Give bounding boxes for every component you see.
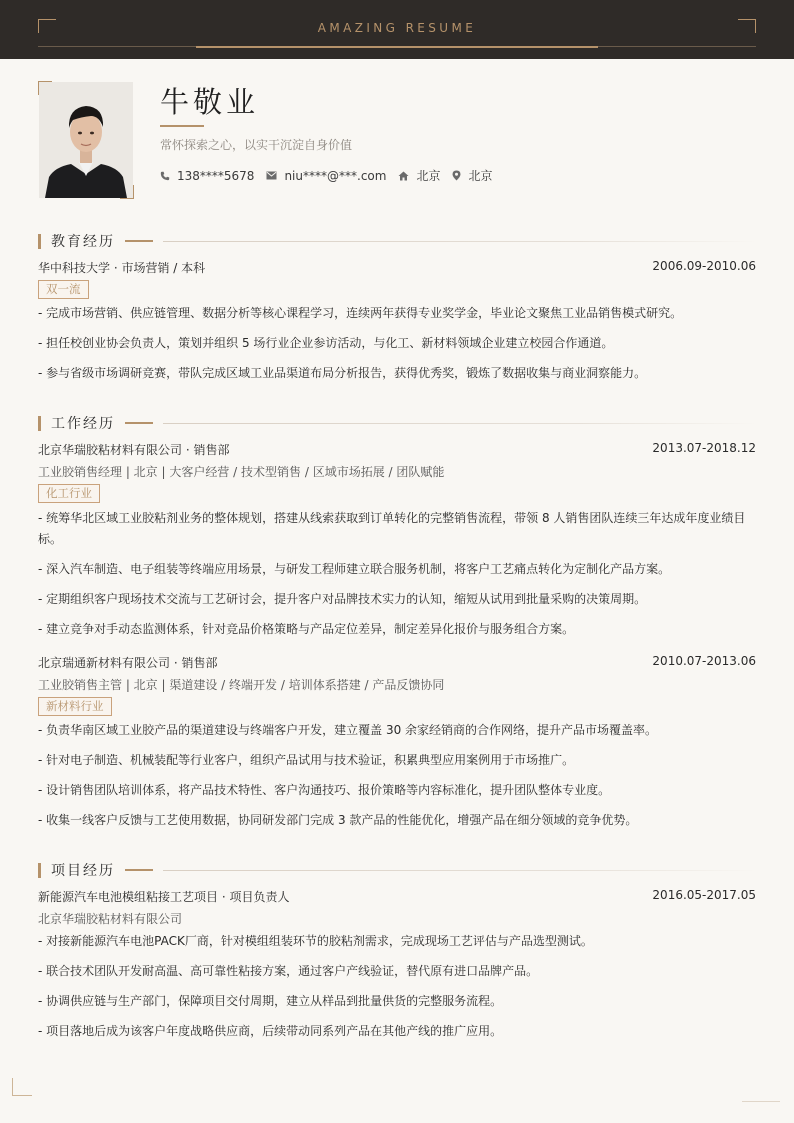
home-city: 北京 bbox=[416, 169, 441, 183]
section-marker bbox=[38, 863, 41, 878]
phone-icon bbox=[160, 171, 170, 181]
job-role: 工业胶销售主管 | 北京 | 渠道建设 / 终端开发 / 培训体系搭建 / 产品反馈协同 bbox=[38, 678, 445, 692]
list-item: - 深入汽车制造、电子组装等终端应用场景，与研发工程师建立联合服务机制，将客户工艺痛点转化为定制化产品方案。 bbox=[38, 562, 671, 576]
education-tag: 双一流 bbox=[38, 280, 89, 299]
project-period: 2016.05-2017.05 bbox=[652, 888, 756, 902]
project-company: 北京华瑞胶粘材料有限公司 bbox=[38, 912, 183, 926]
person-portrait-icon bbox=[39, 82, 133, 198]
section-divider bbox=[163, 423, 756, 424]
section-divider bbox=[163, 870, 756, 871]
section-title: 项目经历 bbox=[51, 863, 115, 879]
list-item: - 统筹华北区域工业胶粘剂业务的整体规划，搭建从线索获取到订单转化的完整销售流程，带领 8 人销售团队连续三年达成年度业绩目标。 bbox=[38, 511, 746, 546]
list-item: - 设计销售团队培训体系，将产品技术特性、客户沟通技巧、报价策略等内容标准化，提升团队整体专业度。 bbox=[38, 783, 611, 797]
company-name: 北京瑞通新材料有限公司 · 销售部 bbox=[38, 656, 218, 670]
name-underline bbox=[160, 125, 204, 127]
company-name: 北京华瑞胶粘材料有限公司 · 销售部 bbox=[38, 443, 230, 457]
phone-number: 138****5678 bbox=[177, 168, 255, 183]
school-name: 华中科技大学 · 市场营销 / 本科 bbox=[38, 261, 206, 275]
list-item: - 定期组织客户现场技术交流与工艺研讨会，提升客户对品牌技术实力的认知，缩短从试用到批量采购的决策周期。 bbox=[38, 592, 647, 606]
list-item: - 担任校创业协会负责人，策划并组织 5 场行业企业参访活动，与化工、新材料领域企业建立校园合作通道。 bbox=[38, 336, 614, 350]
work-section-header bbox=[38, 413, 756, 433]
avatar bbox=[38, 81, 134, 199]
email-address: niu****@***.com bbox=[284, 168, 387, 183]
header-band bbox=[0, 0, 794, 59]
list-item: - 收集一线客户反馈与工艺使用数据，协同研发部门完成 3 款产品的性能优化，增强产品在细分领域的竞争优势。 bbox=[38, 813, 638, 827]
mail-icon bbox=[266, 171, 277, 180]
location-pin-icon bbox=[452, 170, 461, 181]
education-entry-header bbox=[38, 259, 756, 276]
work-entry-header bbox=[38, 441, 756, 458]
list-item: - 项目落地后成为该客户年度战略供应商，后续带动同系列产品在其他产线的推广应用。 bbox=[38, 1024, 503, 1038]
work-entry-header bbox=[38, 654, 756, 671]
section-dash bbox=[125, 869, 153, 871]
industry-tag: 化工行业 bbox=[38, 484, 100, 503]
candidate-motto: 常怀探索之心，以实干沉淀自身价值 bbox=[160, 138, 353, 152]
section-title: 教育经历 bbox=[51, 234, 115, 250]
list-item: - 对接新能源汽车电池PACK厂商，针对模组组装环节的胶粘剂需求，完成现场工艺评估与产品选型测试。 bbox=[38, 934, 593, 948]
job-role: 工业胶销售经理 | 北京 | 大客户经营 / 技术型销售 / 区域市场拓展 / 团队赋能 bbox=[38, 465, 445, 479]
project-entry-header bbox=[38, 888, 756, 905]
footer-rule-right bbox=[742, 1101, 780, 1102]
list-item: - 建立竞争对手动态监测体系，针对竞品价格策略与产品定位差异，制定差异化报价与服务组合方案。 bbox=[38, 622, 575, 636]
education-section-header bbox=[38, 231, 756, 251]
current-location: 北京 bbox=[468, 169, 493, 183]
contact-location bbox=[452, 167, 492, 184]
list-item: - 协调供应链与生产部门，保障项目交付周期，建立从样品到批量供货的完整服务流程。 bbox=[38, 994, 503, 1008]
contact-home bbox=[398, 167, 440, 184]
profile-photo bbox=[39, 82, 133, 198]
header-rule-accent bbox=[196, 46, 598, 48]
project-section-header bbox=[38, 860, 756, 880]
industry-tag: 新材料行业 bbox=[38, 697, 112, 716]
list-item: - 负责华南区域工业胶产品的渠道建设与终端客户开发，建立覆盖 30 余家经销商的合作网络，提升产品市场覆盖率。 bbox=[38, 723, 658, 737]
section-title: 工作经历 bbox=[51, 416, 115, 432]
list-item: - 完成市场营销、供应链管理、数据分析等核心课程学习，连续两年获得专业奖学金，毕业论文聚焦工业品销售模式研究。 bbox=[38, 306, 683, 320]
section-marker bbox=[38, 234, 41, 249]
project-title: 新能源汽车电池模组粘接工艺项目 · 项目负责人 bbox=[38, 890, 290, 904]
education-period: 2006.09-2010.06 bbox=[652, 259, 756, 273]
section-dash bbox=[125, 240, 153, 242]
work-period: 2010.07-2013.06 bbox=[652, 654, 756, 668]
section-divider bbox=[163, 241, 756, 242]
candidate-name: 牛敬业 bbox=[160, 85, 260, 119]
contact-email bbox=[266, 169, 386, 183]
header-title: AMAZING RESUME bbox=[317, 21, 477, 35]
list-item: - 联合技术团队开发耐高温、高可靠性粘接方案，通过客户产线验证，替代原有进口品牌产品。 bbox=[38, 964, 539, 978]
section-dash bbox=[125, 422, 153, 424]
footer-corner-left bbox=[12, 1078, 32, 1096]
section-marker bbox=[38, 416, 41, 431]
list-item: - 参与省级市场调研竞赛，带队完成区域工业品渠道布局分析报告，获得优秀奖，锻炼了数据收集与商业洞察能力。 bbox=[38, 366, 647, 380]
list-item: - 针对电子制造、机械装配等行业客户，组织产品试用与技术验证，积累典型应用案例用于市场推广。 bbox=[38, 753, 575, 767]
contact-info bbox=[160, 167, 504, 184]
work-period: 2013.07-2018.12 bbox=[652, 441, 756, 455]
contact-phone bbox=[160, 169, 254, 183]
home-icon bbox=[398, 171, 409, 181]
